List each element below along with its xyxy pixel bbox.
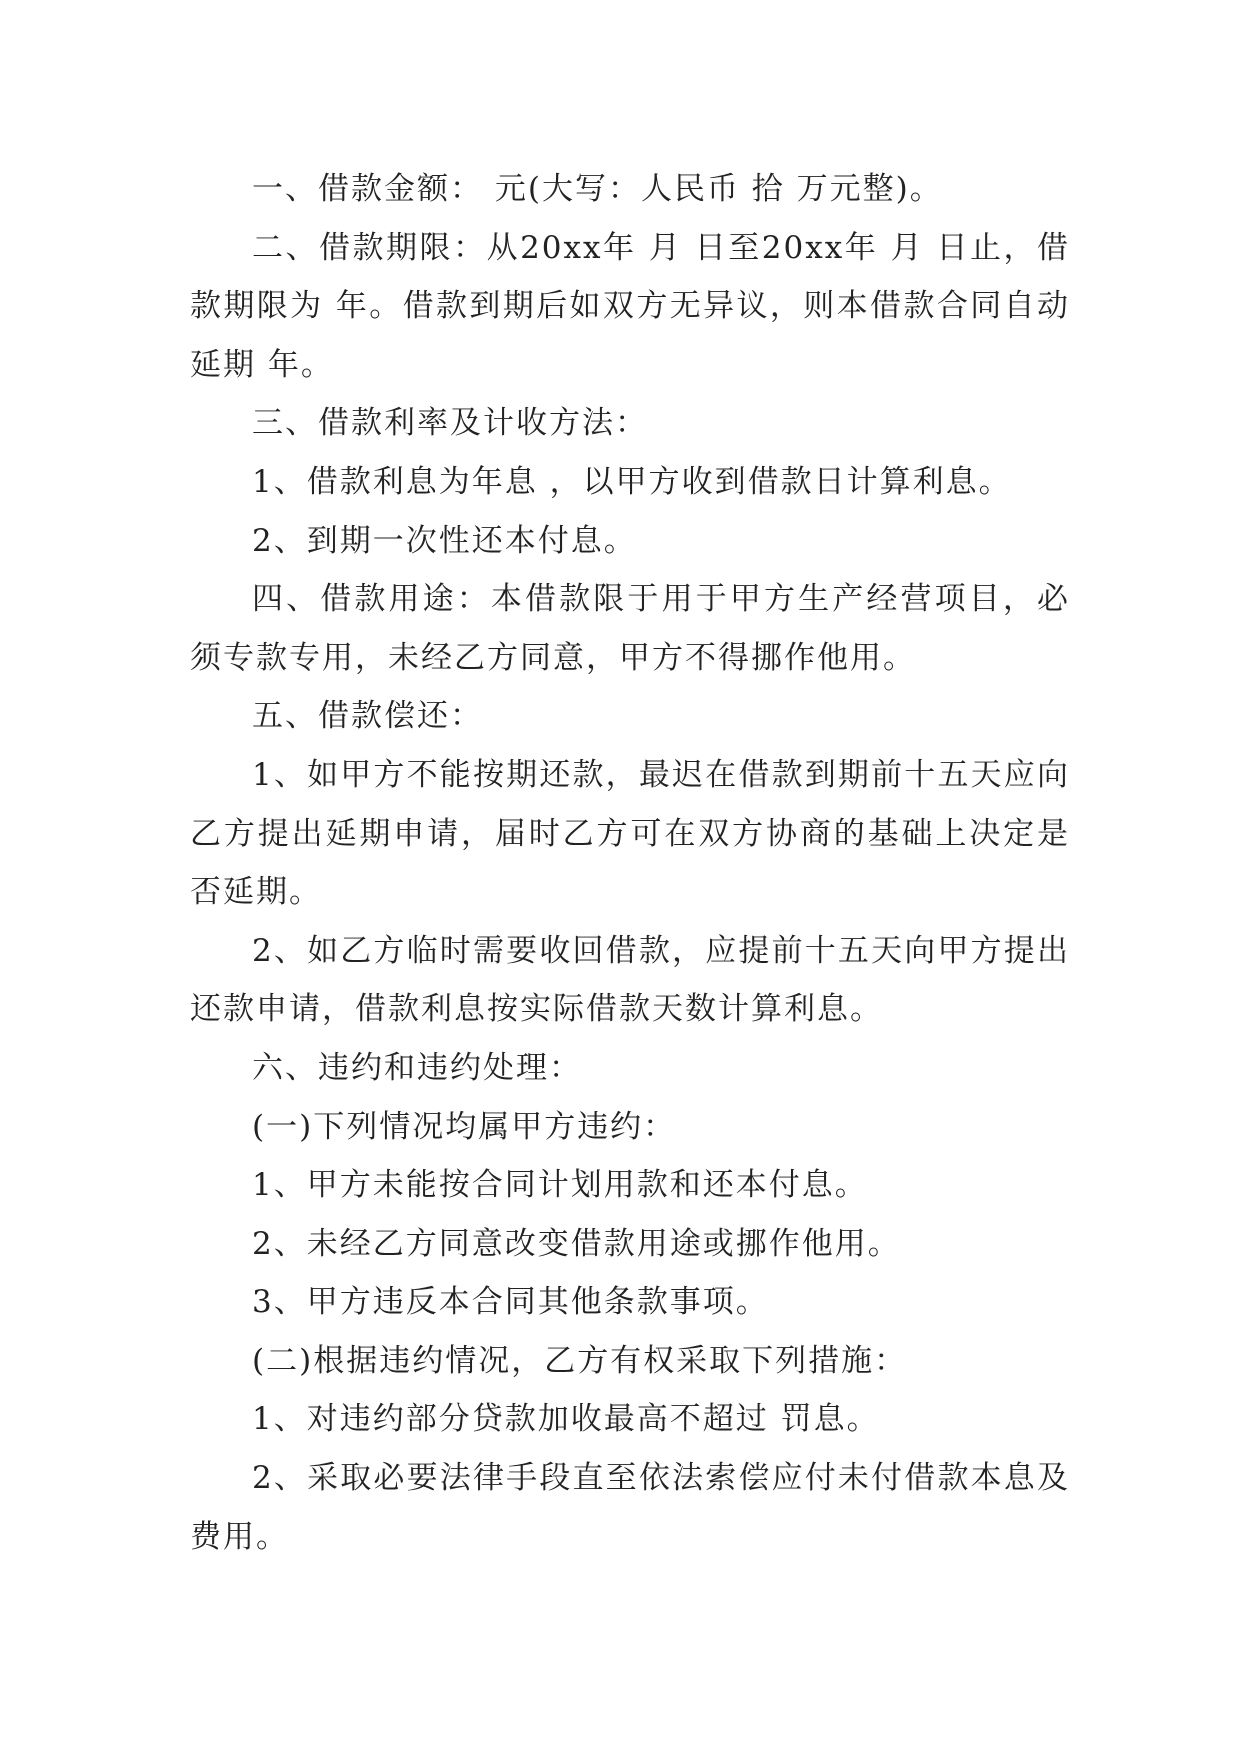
clause-default-subheading-2: (二)根据违约情况，乙方有权采取下列措施： [252,1342,908,1379]
clause-remedy-item-2: 2、采取必要法律手段直至依法索偿应付未付借款本息及费用。 [190,1460,1070,1555]
clause-loan-amount: 一、借款金额： 元(大写：人民币 拾 万元整)。 [252,171,943,207]
clause-default-item-1: 1、甲方未能按合同计划用款和还本付息。 [252,1167,868,1204]
clause-default-heading: 六、违约和违约处理： [252,1049,582,1086]
clause-default-item-2: 2、未经乙方同意改变借款用途或挪作他用。 [252,1225,901,1262]
clause-repayment-item-1: 1、如甲方不能按期还款，最迟在借款到期前十五天应向乙方提出延期申请，届时乙方可在双方协商的基础上决定是否延期。 [190,756,1070,911]
clause-loan-purpose: 四、借款用途：本借款限于用于甲方生产经营项目，必须专款专用，未经乙方同意，甲方不得挪作他用。 [190,581,1070,676]
clause-repayment-item-2: 2、如乙方临时需要收回借款，应提前十五天向甲方提出还款申请，借款利息按实际借款天数计算利息。 [190,932,1070,1028]
clause-default-item-3: 3、甲方违反本合同其他条款事项。 [252,1284,769,1321]
clause-loan-term: 二、借款期限：从20xx年 月 日至20xx年 月 日止，借款期限为 年。借款到期后如双方无异议，则本借款合同自动延期 年。 [190,229,1070,383]
clause-interest-item-2: 2、到期一次性还本付息。 [252,522,637,559]
clause-interest-heading: 三、借款利率及计收方法： [252,405,648,442]
document-body [190,160,1070,1566]
clause-repayment-heading: 五、借款偿还： [252,698,483,735]
clause-default-subheading-1: (一)下列情况均属甲方违约： [252,1108,677,1145]
clause-remedy-item-1: 1、对违约部分贷款加收最高不超过 罚息。 [252,1401,880,1438]
clause-interest-item-1: 1、借款利息为年息 ，以甲方收到借款日计算利息。 [252,463,1012,500]
